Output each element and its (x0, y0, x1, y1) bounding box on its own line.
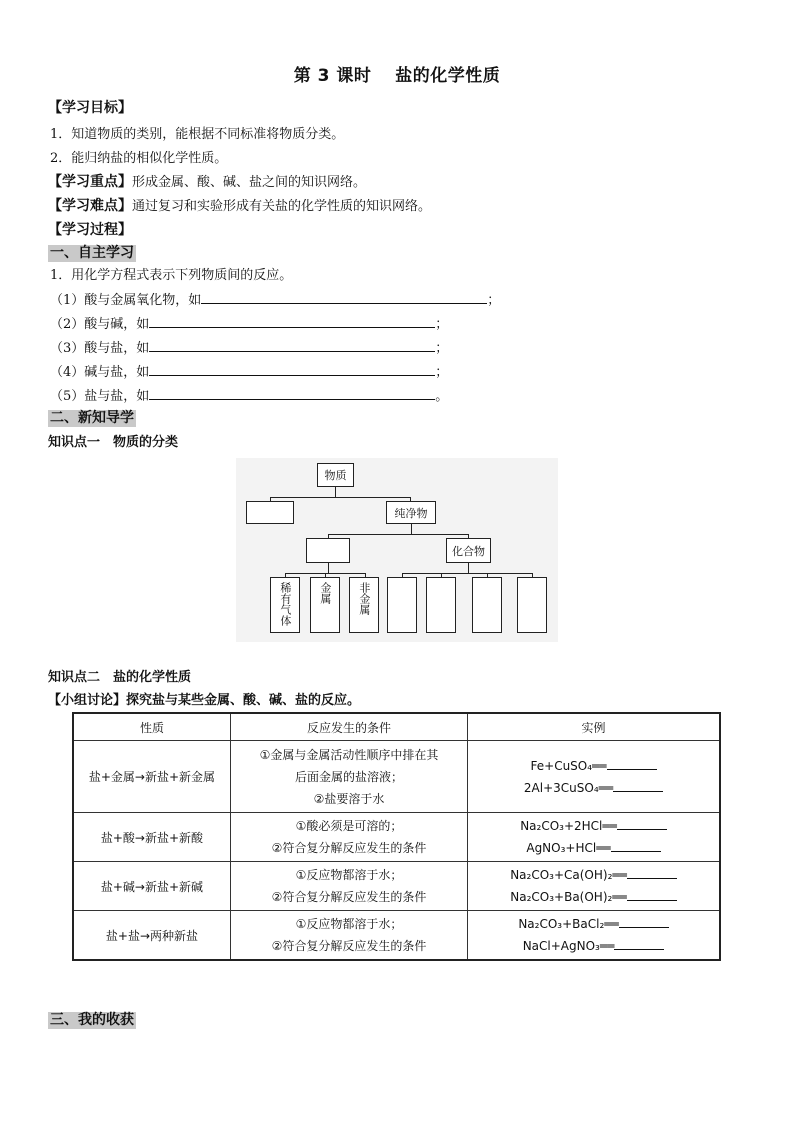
knowledge-point-1: 知识点一 物质的分类 (48, 435, 179, 450)
answer-blank[interactable] (611, 839, 661, 852)
fill-item-4 (50, 363, 448, 381)
table-header-row (73, 713, 720, 741)
examples-cell (468, 911, 720, 961)
table-row (73, 813, 720, 862)
fill-item-end: ； (435, 341, 449, 356)
condition-line: ②盐要溶于水 (313, 791, 385, 806)
goal-item-2: 2．能归纳盐的相似化学性质。 (50, 151, 228, 166)
example-equation: Na₂CO₃+Ba(OH)₂══ (510, 890, 627, 904)
conditions-cell (230, 862, 467, 911)
property-cell: 盐+盐→两种新盐 (73, 911, 230, 961)
compound-box (446, 538, 491, 563)
salt-properties-table (72, 712, 721, 961)
key-point (48, 174, 366, 191)
answer-blank[interactable] (201, 291, 487, 304)
example-equation: Fe+CuSO₄══ (530, 758, 607, 773)
table-row (73, 741, 720, 813)
fill-item-5 (50, 387, 448, 405)
fill-item-label: （5）盐与盐，如 (50, 389, 150, 404)
noble-gas-box (270, 577, 300, 633)
answer-blank[interactable] (149, 339, 435, 352)
header-examples: 实例 (468, 713, 720, 741)
condition-line: ②符合复分解反应发生的条件 (271, 841, 427, 855)
fill-item-end: 。 (435, 389, 449, 404)
nonmetal-box (349, 577, 379, 633)
answer-blank[interactable] (149, 315, 435, 328)
discussion-label: 【小组讨论】 (48, 693, 127, 708)
example-equation: Na₂CO₃+BaCl₂══ (518, 917, 619, 931)
discussion-text: 探究盐与某些金属、酸、碱、盐的反应。 (126, 693, 361, 708)
compound-label: 化合物 (452, 544, 485, 558)
answer-blank[interactable] (617, 817, 667, 830)
condition-line: ①酸必须是可溶的； (295, 819, 403, 833)
table-row (73, 911, 720, 961)
answer-blank[interactable] (619, 915, 669, 928)
goal-item-1: 1．知道物质的类别，能根据不同标准将物质分类。 (50, 127, 345, 142)
example-line (471, 837, 716, 859)
knowledge-point-2: 知识点二 盐的化学性质 (48, 670, 192, 685)
example-equation: AgNO₃+HCl══ (526, 841, 611, 855)
pure-substance-label: 纯净物 (394, 506, 428, 520)
metal-label: 金属 (318, 582, 332, 604)
compound-blank-box[interactable] (472, 577, 502, 633)
header-property: 性质 (73, 713, 230, 741)
nonmetal-label: 非金属 (357, 582, 371, 615)
noble-gas-label: 稀有气体 (278, 582, 292, 626)
example-line (471, 777, 716, 799)
fill-item-end: ； (487, 293, 501, 308)
examples-cell (468, 741, 720, 813)
compound-blank-box[interactable] (387, 577, 417, 633)
answer-blank[interactable] (613, 779, 663, 792)
example-equation: 2Al+3CuSO₄══ (523, 780, 614, 795)
example-line (471, 755, 716, 777)
property-cell: 盐+酸→新盐+新酸 (73, 813, 230, 862)
answer-blank[interactable] (627, 866, 677, 879)
example-line (471, 886, 716, 908)
conditions-cell (230, 813, 467, 862)
fill-item-label: （4）碱与盐，如 (50, 365, 150, 380)
process-heading: 【学习过程】 (48, 222, 132, 238)
condition-line: ①反应物都溶于水； (295, 917, 403, 931)
property-cell: 盐+金属→新盐+新金属 (73, 741, 230, 813)
group-discussion (48, 693, 360, 709)
compound-blank-box[interactable] (517, 577, 547, 633)
example-line (471, 935, 716, 957)
example-equation: NaCl+AgNO₃══ (522, 939, 615, 953)
section2-heading: 二、新知导学 (50, 410, 134, 426)
connector (468, 563, 469, 573)
mixture-blank-box[interactable] (246, 501, 294, 524)
example-equation: Na₂CO₃+Ca(OH)₂══ (510, 868, 627, 882)
pure-substance-box (386, 501, 436, 524)
fill-item-label: （3）酸与盐，如 (50, 341, 150, 356)
condition-line: ①反应物都溶于水； (295, 868, 403, 882)
difficulty-label: 【学习难点】 (48, 198, 132, 214)
conditions-cell (230, 741, 467, 813)
fill-item-label: （1）酸与金属氧化物，如 (50, 293, 202, 308)
page-title: 第 3 课时 盐的化学性质 (293, 66, 501, 86)
condition-line: ②符合复分解反应发生的条件 (271, 890, 427, 904)
fill-item-end: ； (435, 317, 449, 332)
example-line (471, 913, 716, 935)
fill-item-3 (50, 339, 448, 357)
metal-box (310, 577, 340, 633)
section1-question: 1．用化学方程式表示下列物质间的反应。 (50, 268, 293, 283)
condition-line: ②符合复分解反应发生的条件 (271, 939, 427, 953)
compound-blank-box[interactable] (426, 577, 456, 633)
table-row (73, 862, 720, 911)
goals-heading: 【学习目标】 (48, 100, 132, 116)
root-box (317, 463, 354, 487)
condition-line: ①金属与金属活动性顺序中排在其 (259, 747, 439, 762)
property-cell: 盐+碱→新盐+新碱 (73, 862, 230, 911)
examples-cell (468, 862, 720, 911)
header-conditions: 反应发生的条件 (230, 713, 467, 741)
answer-blank[interactable] (149, 363, 435, 376)
example-equation: Na₂CO₃+2HCl══ (520, 819, 617, 833)
section3-heading: 三、我的收获 (50, 1012, 134, 1028)
answer-blank[interactable] (627, 888, 677, 901)
example-line (471, 815, 716, 837)
connector (402, 573, 532, 574)
answer-blank[interactable] (614, 937, 664, 950)
answer-blank[interactable] (607, 757, 657, 770)
element-blank-box[interactable] (306, 538, 350, 563)
connector (270, 497, 410, 498)
fill-item-end: ； (435, 365, 449, 380)
conditions-cell (230, 911, 467, 961)
examples-cell (468, 813, 720, 862)
connector (411, 524, 412, 534)
difficulty-text: 通过复习和实验形成有关盐的化学性质的知识网络。 (132, 199, 432, 214)
fill-item-2 (50, 315, 448, 333)
answer-blank[interactable] (149, 387, 435, 400)
condition-line: 后面金属的盐溶液； (294, 769, 403, 784)
key-point-text: 形成金属、酸、碱、盐之间的知识网络。 (132, 175, 367, 190)
connector (328, 563, 329, 573)
connector (335, 487, 336, 497)
key-point-label: 【学习重点】 (48, 174, 132, 190)
example-line (471, 864, 716, 886)
fill-item-1 (50, 291, 500, 309)
root-label: 物质 (324, 469, 347, 482)
fill-item-label: （2）酸与碱，如 (50, 317, 150, 332)
connector (328, 534, 468, 535)
section1-heading: 一、自主学习 (50, 245, 134, 261)
difficulty (48, 198, 431, 215)
